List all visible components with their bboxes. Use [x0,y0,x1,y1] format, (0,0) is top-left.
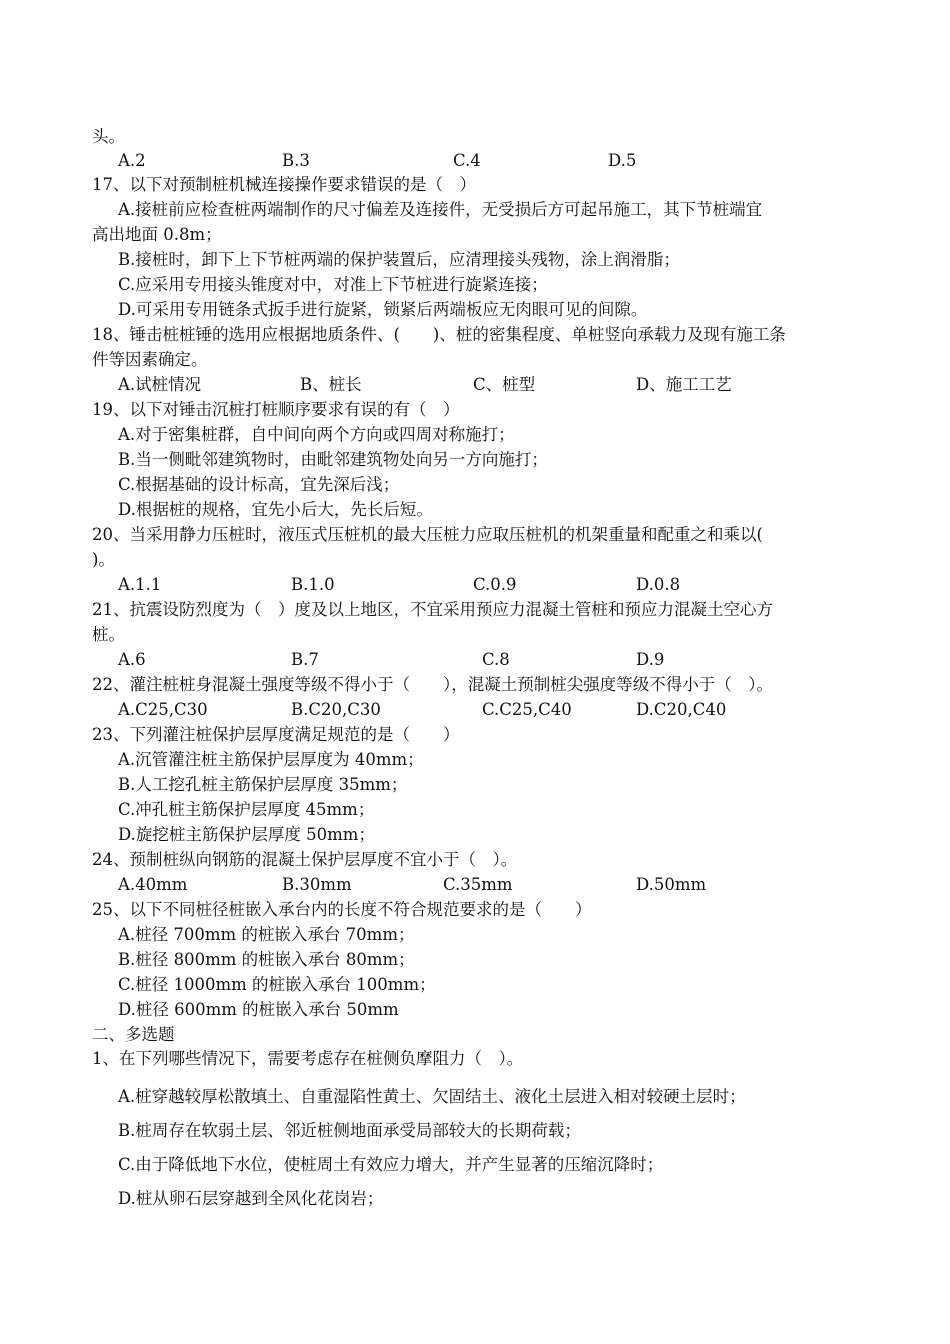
text-line: B.桩周存在软弱土层、邻近桩侧地面承受局部较大的长期荷载； [118,1121,581,1140]
option-a: A.40mm [118,875,188,894]
text-line: B.人工挖孔桩主筋保护层厚度 35mm； [118,775,408,794]
option-b: B.C20,C30 [291,700,381,719]
option-a: A.试桩情况 [118,375,202,394]
text-line: C.根据基础的设计标高，宜先深后浅； [118,475,400,494]
question-22: 22、灌注桩桩身混凝土强度等级不得小于（ ），混凝土预制桩尖强度等级不得小于（ ）。 [92,675,773,694]
question-19: 19、以下对锤击沉桩打桩顺序要求有误的有（ ） [92,400,460,419]
question-24: 24、预制桩纵向钢筋的混凝土保护层厚度不宜小于（ ）。 [92,850,518,869]
text-line: C.冲孔桩主筋保护层厚度 45mm； [118,800,375,819]
question-17: 17、以下对预制桩机械连接操作要求错误的是（ ） [92,175,476,194]
option-d: D.C20,C40 [636,700,727,719]
section-heading: 二、多选题 [92,1025,175,1044]
text-line: A.桩径 700mm 的桩嵌入承台 70mm； [118,925,415,944]
option-d: D、施工工艺 [636,375,732,394]
text-line: A.桩穿越较厚松散填土、自重湿陷性黄土、欠固结土、液化土层进入相对较硬土层时； [118,1087,746,1106]
question-25: 25、以下不同桩径桩嵌入承台内的长度不符合规范要求的是（ ） [92,900,592,919]
option-d: D.0.8 [636,575,681,594]
option-a: A.C25,C30 [118,700,208,719]
question-20: 20、当采用静力压桩时，液压式压桩机的最大压桩力应取压桩机的机架重量和配重之和乘以( [92,525,763,544]
text-line: B.当一侧毗邻建筑物时，由毗邻建筑物处向另一方向施打； [118,450,548,469]
option-a: A.1.1 [118,575,162,594]
text-line: )。 [92,550,115,569]
option-d: D.50mm [636,875,707,894]
option-b: B、桩长 [300,375,362,394]
question-21: 21、抗震设防烈度为（ ）度及以上地区，不宜采用预应力混凝土管桩和预应力混凝土空心方 [92,600,773,619]
text-line: D.可采用专用链条式扳手进行旋紧，锁紧后两端板应无肉眼可见的间隙。 [118,300,648,319]
text-line: A.沉管灌注桩主筋保护层厚度为 40mm； [118,750,424,769]
option-b: B.7 [291,650,319,669]
text-line: C.桩径 1000mm 的桩嵌入承台 100mm； [118,975,436,994]
option-c: C.C25,C40 [482,700,572,719]
text-line: D.根据桩的规格，宜先小后大，先长后短。 [118,500,433,519]
option-c: C.8 [482,650,510,669]
text-line: B.桩径 800mm 的桩嵌入承台 80mm； [118,950,415,969]
option-d: D.5 [608,151,637,170]
option-b: B.3 [282,151,310,170]
option-c: C.35mm [443,875,513,894]
question-23: 23、下列灌注桩保护层厚度满足规范的是（ ） [92,725,460,744]
multi-question-1: 1、在下列哪些情况下，需要考虑存在桩侧负摩阻力（ ）。 [92,1049,524,1068]
option-b: B.1.0 [291,575,335,594]
text-line: 桩。 [92,625,125,644]
text-line: C.应采用专用接头锥度对中，对准上下节桩进行旋紧连接； [118,275,548,294]
text-line: C.由于降低地下水位，使桩周土有效应力增大，并产生显著的压缩沉降时； [118,1155,664,1174]
option-d: D.9 [636,650,665,669]
option-c: C.4 [453,151,481,170]
text-line: A.接桩前应检查桩两端制作的尺寸偏差及连接件，无受损后方可起吊施工，其下节桩端宜 [118,200,763,219]
option-a: A.6 [118,650,146,669]
text-line: D.桩从卵石层穿越到全风化花岗岩； [118,1189,384,1208]
text-line: B.接桩时，卸下上下节桩两端的保护装置后，应清理接头残物，涂上润滑脂； [118,250,680,269]
option-a: A.2 [118,151,146,170]
option-c: C、桩型 [473,375,536,394]
text-line: 件等因素确定。 [92,350,208,369]
text-line: D.旋挖桩主筋保护层厚度 50mm； [118,825,375,844]
text-line: 高出地面 0.8m； [92,225,222,244]
text-line: A.对于密集桩群，自中间向两个方向或四周对称施打； [118,425,515,444]
text-line: 头。 [92,127,125,146]
text-line: D.桩径 600mm 的桩嵌入承台 50mm [118,1000,399,1019]
option-c: C.0.9 [473,575,517,594]
option-b: B.30mm [282,875,352,894]
question-18: 18、锤击桩桩锤的选用应根据地质条件、( )、桩的密集程度、单桩竖向承载力及现有施工条 [92,325,786,344]
